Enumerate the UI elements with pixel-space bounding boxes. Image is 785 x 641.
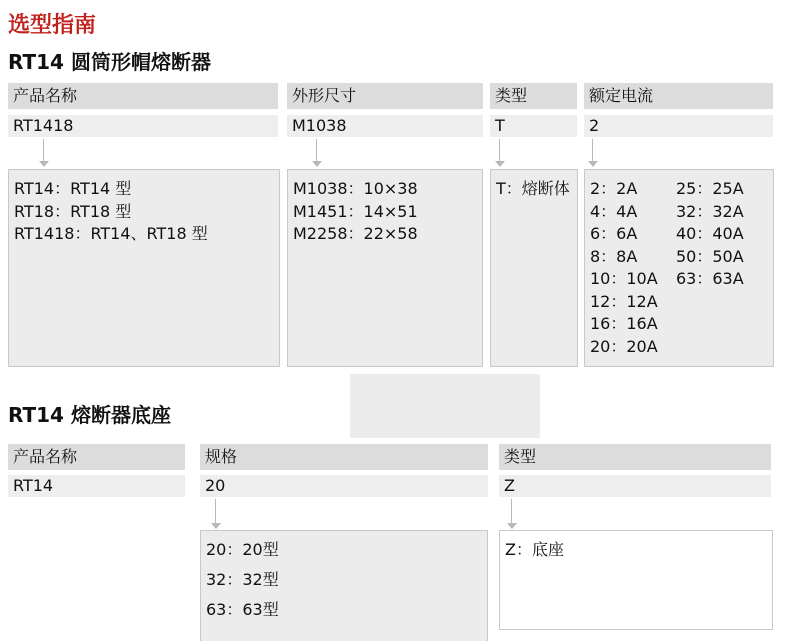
option-item: 10：10A [590,269,658,288]
value-type: T [490,115,577,137]
header-type: 类型 [490,83,577,109]
option-item: 63：63型 [206,600,279,619]
value-spec: 20 [200,475,488,497]
header-base-type: 类型 [499,444,771,470]
section2-title: RT14 熔断器底座 [8,403,171,427]
options-spec [200,530,488,641]
option-item: 50：50A [676,246,744,266]
down-arrow-icon [507,499,517,529]
options-base-type [499,530,773,630]
header-base-product-name: 产品名称 [8,444,185,470]
option-item: 63：63A [676,269,744,288]
option-item: RT1418：RT14、RT18 型 [14,224,208,243]
options-product-name [8,169,280,367]
option-item: 8：8A [590,246,638,266]
option-item: 32：32型 [206,570,279,589]
option-item: 25：25A [676,179,744,198]
option-item: RT14：RT14 型 [14,179,132,198]
option-item: T：熔断体 [496,179,570,198]
option-item: 6：6A [590,224,638,243]
option-item: 2：2A [590,179,638,198]
option-item: 12：12A [590,291,658,311]
header-spec: 规格 [200,444,488,470]
header-product-name: 产品名称 [8,83,278,109]
down-arrow-icon [312,139,322,167]
option-item: M2258：22×58 [293,224,418,243]
current-options-right [676,178,768,358]
header-rated-current: 额定电流 [584,83,773,109]
options-dimensions [287,169,483,367]
image-placeholder [350,374,540,438]
option-item: M1451：14×51 [293,201,418,221]
down-arrow-icon [588,139,598,167]
value-rated-current: 2 [584,115,773,137]
section1-title: RT14 圆筒形帽熔断器 [8,50,211,74]
options-rated-current [584,169,774,367]
value-base-product-name: RT14 [8,475,185,497]
option-item: 4：4A [590,201,638,221]
down-arrow-icon [495,139,505,167]
page-title: 选型指南 [8,13,97,38]
down-arrow-icon [211,499,221,529]
option-item: 32：32A [676,201,744,221]
option-item: 20：20型 [206,540,279,559]
options-type [490,169,578,367]
value-base-type: Z [499,475,771,497]
option-item: 16：16A [590,314,658,333]
option-item: Z：底座 [505,540,564,559]
option-item: M1038：10×38 [293,179,418,198]
option-item: 40：40A [676,224,744,243]
value-product-name: RT1418 [8,115,278,137]
header-dimensions: 外形尺寸 [287,83,483,109]
current-options-left [590,178,676,358]
value-dimensions: M1038 [287,115,483,137]
option-item: 20：20A [590,336,658,356]
option-item: RT18：RT18 型 [14,201,132,221]
down-arrow-icon [39,139,49,167]
